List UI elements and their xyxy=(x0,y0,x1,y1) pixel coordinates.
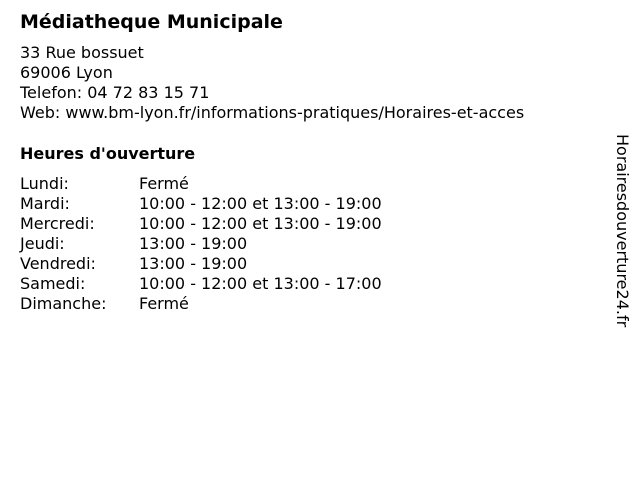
day-label: Lundi: xyxy=(20,174,69,193)
day-label: Mercredi: xyxy=(20,214,95,233)
day-hours: 13:00 - 19:00 xyxy=(139,254,248,273)
day-hours: 10:00 - 12:00 et 13:00 - 19:00 xyxy=(139,194,382,213)
day-label: Dimanche: xyxy=(20,294,107,313)
day-label: Vendredi: xyxy=(20,254,96,273)
day-hours: 10:00 - 12:00 et 13:00 - 19:00 xyxy=(139,214,382,233)
website-link[interactable]: Web: www.bm-lyon.fr/informations-pratiques/Horaires-et-acces xyxy=(20,103,525,122)
place-title: Médiatheque Municipale xyxy=(20,11,283,33)
day-hours: 10:00 - 12:00 et 13:00 - 17:00 xyxy=(139,274,382,293)
day-label: Mardi: xyxy=(20,194,70,213)
phone-number: Telefon: 04 72 83 15 71 xyxy=(20,83,210,102)
day-hours: 13:00 - 19:00 xyxy=(139,234,248,253)
day-hours: Fermé xyxy=(139,174,189,193)
day-label: Samedi: xyxy=(20,274,86,293)
day-hours: Fermé xyxy=(139,294,189,313)
city-postal: 69006 Lyon xyxy=(20,63,113,82)
day-label: Jeudi: xyxy=(20,234,65,253)
opening-hours-heading: Heures d'ouverture xyxy=(20,144,196,163)
site-watermark-link[interactable]: Horairesdouverture24.fr xyxy=(613,134,632,328)
address-block xyxy=(20,43,524,123)
street-address: 33 Rue bossuet xyxy=(20,43,144,62)
